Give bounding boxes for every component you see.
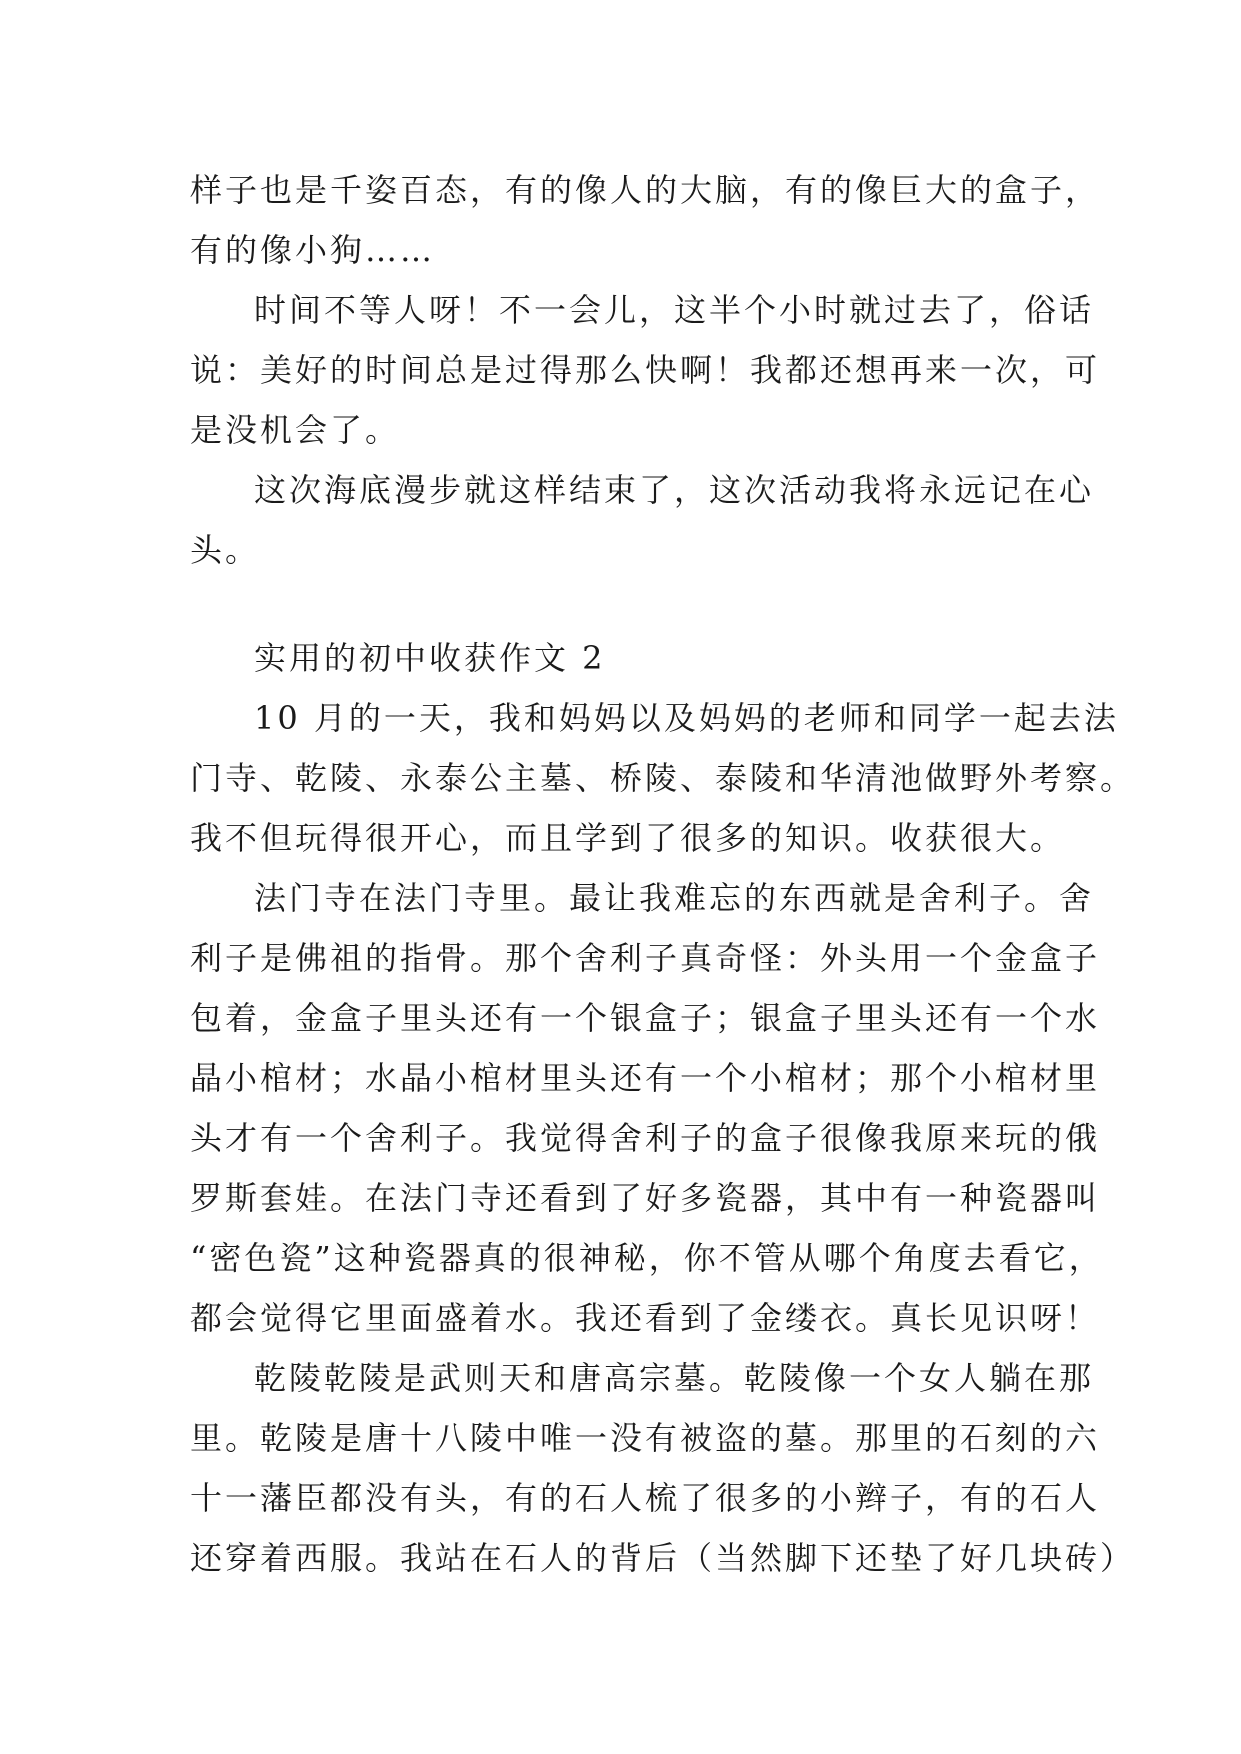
- text-line: 里。乾陵是唐十八陵中唯一没有被盗的墓。那里的石刻的六: [190, 1419, 1101, 1457]
- paragraph-trip: [190, 688, 1136, 868]
- text-line: 门寺、乾陵、永泰公主墓、桥陵、泰陵和华清池做野外考察。: [190, 759, 1136, 797]
- text-line: 10 月的一天，我和妈妈以及妈妈的老师和同学一起去法: [254, 699, 1119, 737]
- text-line: 头才有一个舍利子。我觉得舍利子的盒子很像我原来玩的俄: [190, 1119, 1101, 1157]
- paragraph-time: [190, 280, 1101, 460]
- paragraph-famen-temple: [190, 868, 1104, 1348]
- section-title: 实用的初中收获作文 2: [254, 639, 606, 677]
- text-line: 利子是佛祖的指骨。那个舍利子真奇怪：外头用一个金盒子: [190, 939, 1101, 977]
- text-line: 包着，金盒子里头还有一个银盒子；银盒子里头还有一个水: [190, 999, 1101, 1037]
- text-line: 乾陵乾陵是武则天和唐高宗墓。乾陵像一个女人躺在那: [254, 1359, 1095, 1397]
- text-line: 说：美好的时间总是过得那么快啊！我都还想再来一次，可: [190, 351, 1101, 389]
- text-line: 是没机会了。: [190, 411, 401, 449]
- text-line: “密色瓷”这种瓷器真的很神秘，你不管从哪个角度去看它，: [190, 1239, 1104, 1277]
- text-line: 样子也是千姿百态，有的像人的大脑，有的像巨大的盒子，: [190, 171, 1101, 209]
- text-line: 晶小棺材；水晶小棺材里头还有一个小棺材；那个小棺材里: [190, 1059, 1101, 1097]
- paragraph-qianling: [190, 1348, 1136, 1588]
- text-line: 头。: [190, 531, 261, 569]
- text-line: 这次海底漫步就这样结束了，这次活动我将永远记在心: [254, 471, 1095, 509]
- document-body: [190, 160, 1136, 1588]
- text-line: 都会觉得它里面盛着水。我还看到了金缕衣。真长见识呀！: [190, 1299, 1101, 1337]
- text-line: 法门寺在法门寺里。最让我难忘的东西就是舍利子。舍: [254, 879, 1095, 917]
- text-line: 有的像小狗……: [190, 231, 436, 269]
- text-line: 我不但玩得很开心，而且学到了很多的知识。收获很大。: [190, 819, 1066, 857]
- text-line: 罗斯套娃。在法门寺还看到了好多瓷器，其中有一种瓷器叫: [190, 1179, 1101, 1217]
- paragraph-intro: [190, 160, 1101, 280]
- text-line: 时间不等人呀！不一会儿，这半个小时就过去了，俗话: [254, 291, 1095, 329]
- text-line: 十一藩臣都没有头，有的石人梳了很多的小辫子，有的石人: [190, 1479, 1101, 1517]
- text-line: 还穿着西服。我站在石人的背后（当然脚下还垫了好几块砖）: [190, 1539, 1136, 1577]
- section-spacer: [190, 580, 1050, 628]
- paragraph-ending: [190, 460, 1095, 580]
